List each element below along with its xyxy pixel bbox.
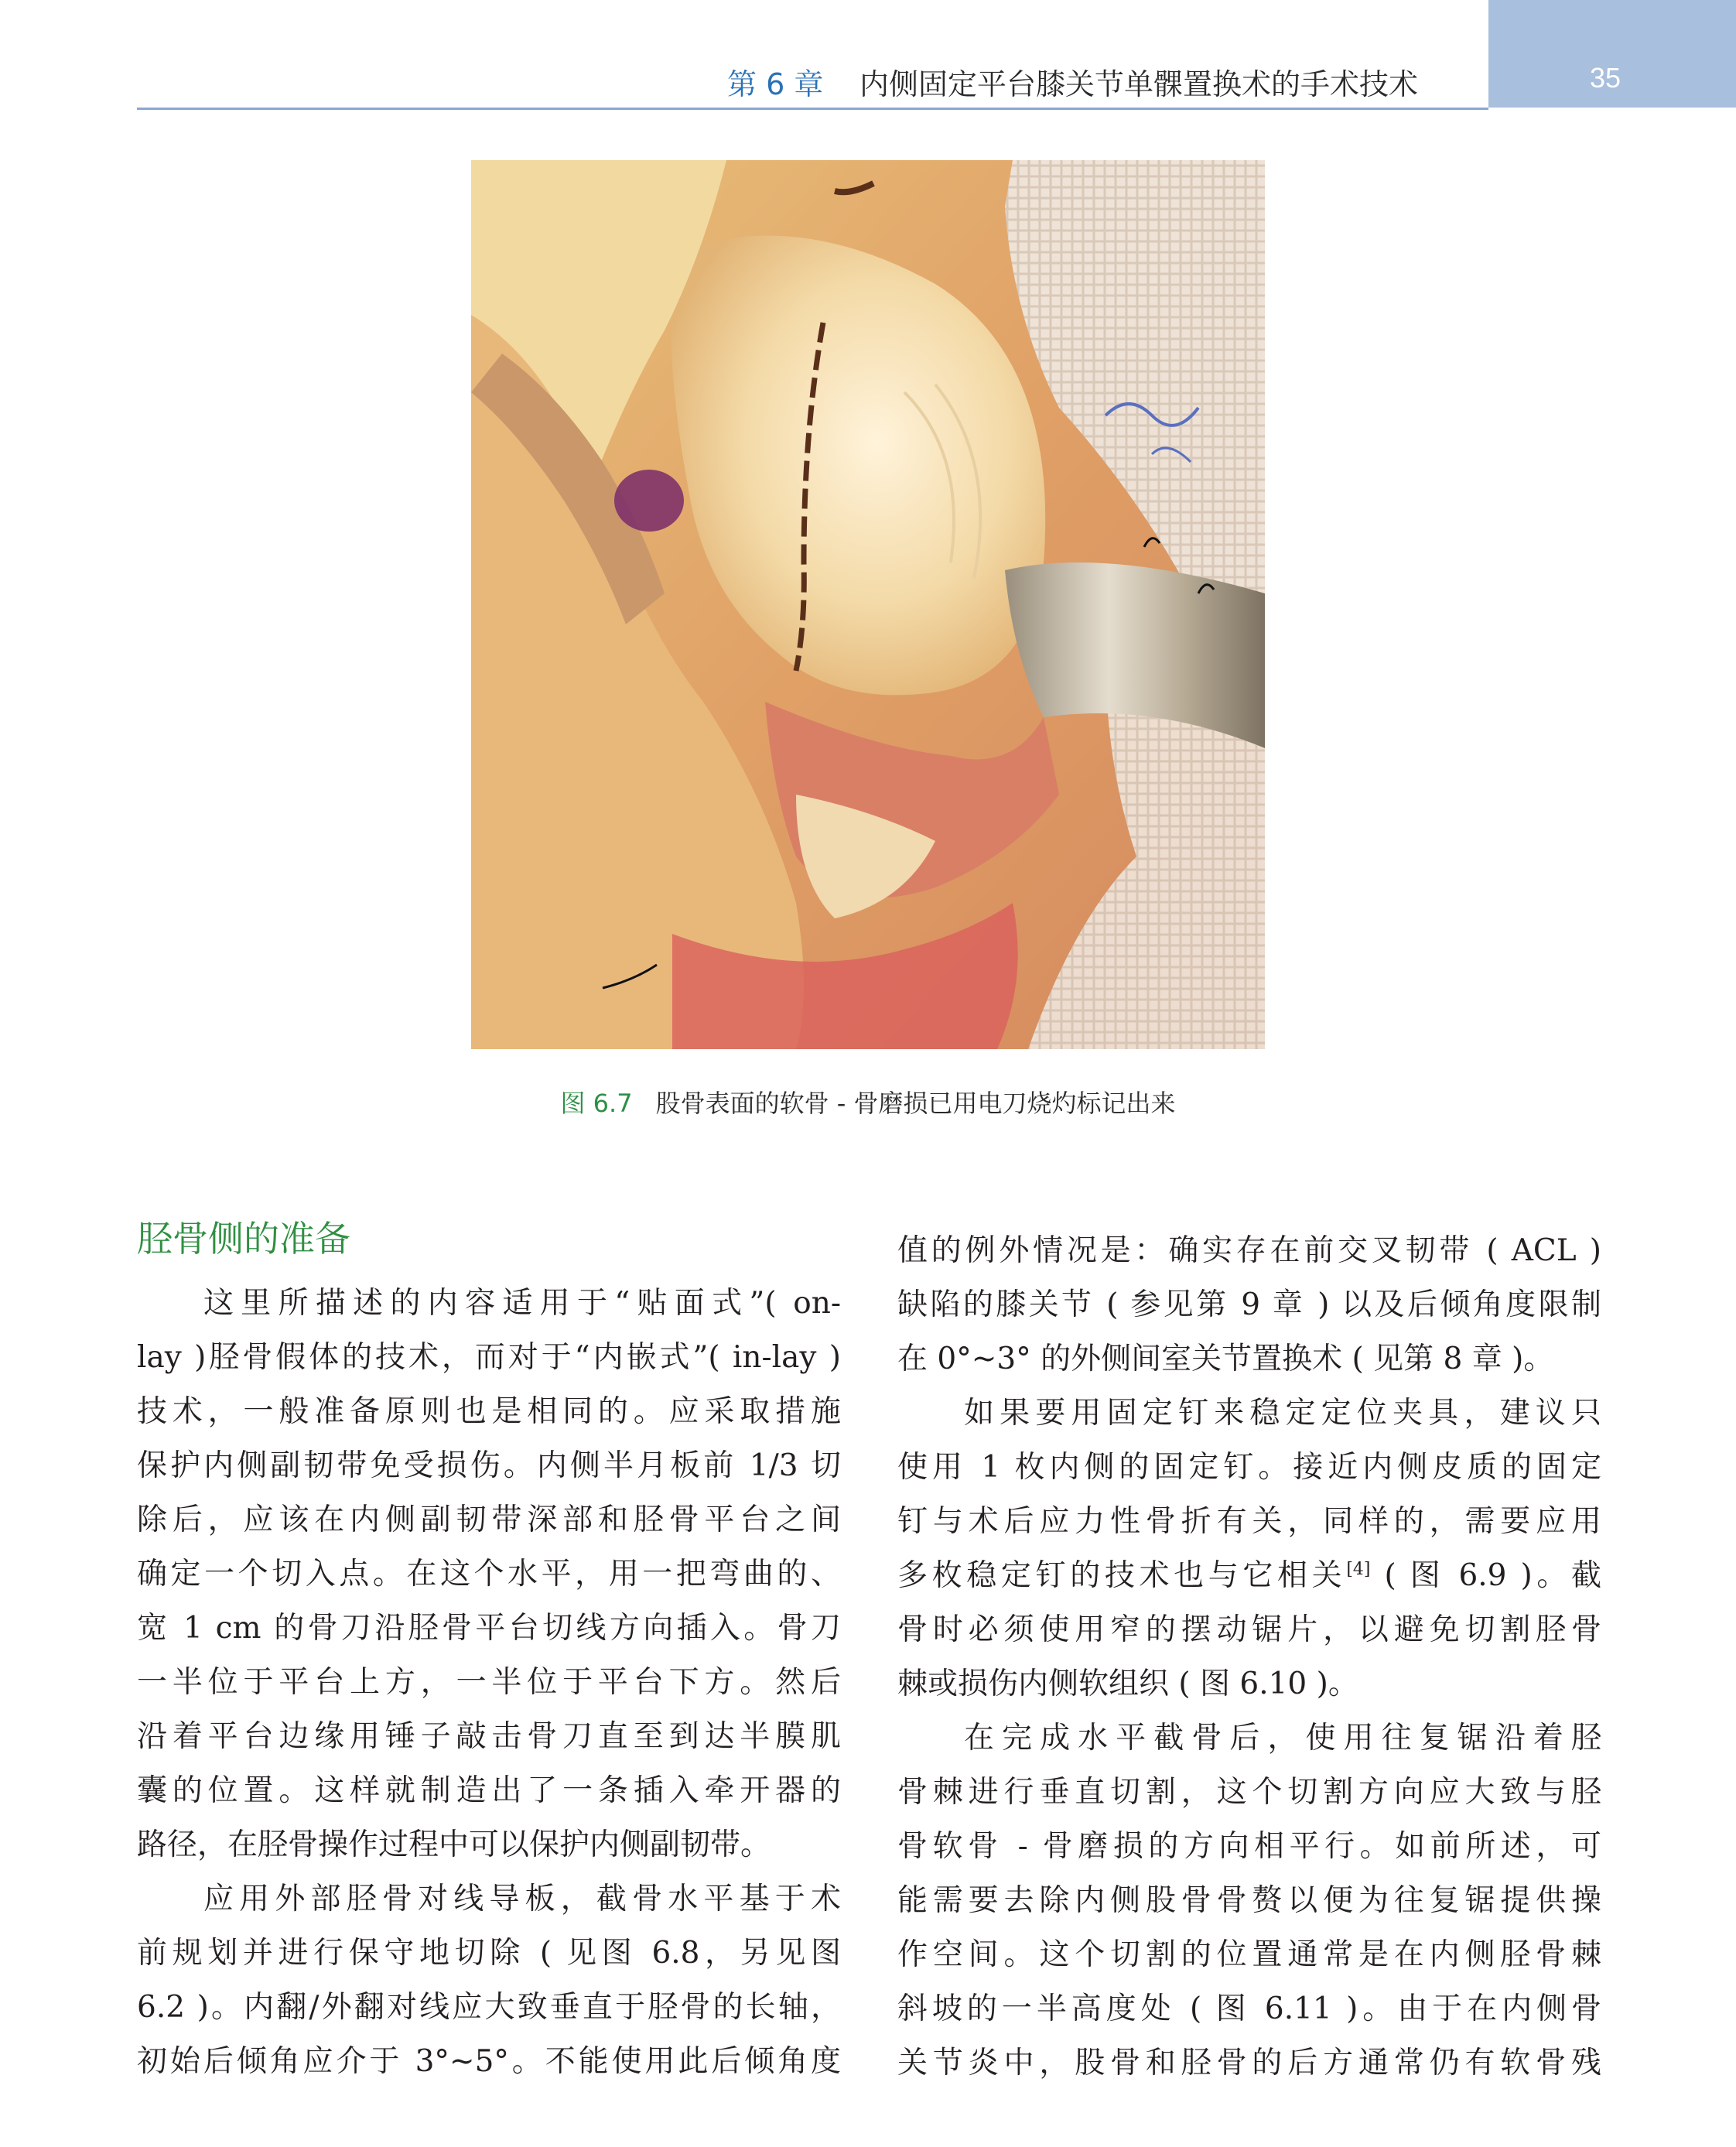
text-line [897,2036,1601,2091]
text-line [137,1926,841,1981]
text-line-content: 囊的位置。这样就制造出了一条插入牵开器的 [137,1773,841,1808]
text-line [137,1439,841,1493]
text-line-content: 路径，在胫骨操作过程中可以保护内侧副韧带。 [137,1827,771,1862]
text-line-content: 初始后倾角应介于 3°~5°。不能使用此后倾角度 [137,2044,841,2079]
header-divider [137,108,1488,110]
text-line-content: 沿着平台边缘用锤子敲击骨刀直至到达半膜肌 [137,1719,841,1754]
text-line [897,1711,1601,1766]
text-line-content: 一半位于平台上方，一半位于平台下方。然后 [137,1665,841,1700]
text-line [897,1495,1601,1549]
text-line [897,1766,1601,1820]
text-line-content: 应用外部胫骨对线导板，截骨水平基于术 [203,1882,841,1916]
text-line-content: 如果要用固定钉来稳定定位夹具，建议只 [964,1396,1601,1431]
text-line [897,1874,1601,1928]
text-line [137,1981,841,2035]
running-header-chapter: 第 6 章 [727,67,824,101]
text-line [897,1820,1601,1874]
knee-surgery-photo [471,160,1265,1049]
text-line [897,1603,1601,1657]
right-text-column [897,1224,1601,2091]
text-line-content: 棘或损伤内侧软组织 ( 图 6.10 )。 [897,1667,1358,1701]
text-line-content: 钉与术后应力性骨折有关，同样的，需要应用 [897,1504,1601,1539]
text-line-content: lay )胫骨假体的技术，而对于“内嵌式”( in-lay ) [137,1340,841,1375]
text-line-content: 值的例外情况是：确实存在前交叉韧带 ( ACL ) [897,1233,1601,1268]
text-line [897,1657,1601,1711]
text-line [897,1549,1601,1603]
page-number: 35 [1590,62,1622,94]
text-line [137,1385,841,1439]
text-line-content: 关节炎中，股骨和胫骨的后方通常仍有软骨残 [897,2046,1601,2080]
text-line [137,2035,841,2089]
text-line [897,1928,1601,1982]
text-line [137,1872,841,1926]
text-line-content: 骨棘进行垂直切割，这个切割方向应大致与胫 [897,1775,1601,1810]
text-line [137,1602,841,1656]
text-line [137,1818,841,1872]
text-line-content: 确定一个切入点。在这个水平，用一把弯曲的、 [137,1557,841,1591]
text-line-content: 斜坡的一半高度处 ( 图 6.11 )。由于在内侧骨 [897,1991,1601,2026]
text-line-content: 缺陷的膝关节 ( 参见第 9 章 ) 以及后倾角度限制 [897,1287,1601,1322]
section-heading: 胫骨侧的准备 [137,1218,350,1260]
text-line [137,1656,841,1710]
text-line-content: 骨软骨 - 骨磨损的方向相平行。如前所述，可 [897,1829,1601,1864]
running-header-title: 内侧固定平台膝关节单髁置换术的手术技术 [859,67,1419,101]
figure-number: 图 6.7 [560,1089,633,1118]
text-line-content: 在完成水平截骨后，使用往复锯沿着胫 [964,1721,1601,1756]
text-line-content: 除后，应该在内侧副韧带深部和胫骨平台之间 [137,1503,841,1537]
text-line-content: 保护内侧副韧带免受损伤。内侧半月板前 1/3 切 [137,1448,841,1483]
text-line [897,1982,1601,2036]
text-line-content: 技术，一般准备原则也是相同的。应采取措施 [137,1394,841,1429]
text-line-content: 前规划并进行保守地切除 ( 见图 6.8，另见图 [137,1936,841,1971]
text-line-content: 在 0°~3° 的外侧间室关节置换术 ( 见第 8 章 )。 [897,1342,1554,1376]
surgical-photo-figure [471,160,1265,1049]
figure-caption-text: 股骨表面的软骨 - 骨磨损已用电刀烧灼标记出来 [655,1089,1176,1118]
text-line [897,1386,1601,1441]
text-line [897,1332,1601,1386]
text-line [897,1224,1601,1278]
text-line [137,1331,841,1385]
text-line-content: 能需要去除内侧股骨骨赘以便为往复锯提供操 [897,1883,1601,1918]
text-line [137,1493,841,1547]
text-line-content: 作空间。这个切割的位置通常是在内侧胫骨棘 [897,1937,1601,1972]
text-line [137,1764,841,1818]
text-line-content: 6.2 )。内翻/外翻对线应大致垂直于胫骨的长轴， [137,1990,841,2025]
text-line-content: 使用 1 枚内侧的固定钉。接近内侧皮质的固定 [897,1450,1601,1485]
text-line [137,1277,841,1331]
text-line [137,1710,841,1764]
figure-caption [0,1084,1736,1120]
citation-reference: [4] [1346,1560,1371,1579]
text-line [137,1547,841,1602]
text-line-content: 宽 1 cm 的骨刀沿胫骨平台切线方向插入。骨刀 [137,1611,841,1646]
text-line [897,1278,1601,1332]
text-line-content: 骨时必须使用窄的摆动锯片，以避免切割胫骨 [897,1612,1601,1647]
left-text-column [137,1277,841,2089]
text-line-content: 多枚稳定钉的技术也与它相关 [897,1558,1347,1593]
text-line [897,1441,1601,1495]
text-line-content: 这里所描述的内容适用于“贴面式”( on- [203,1286,841,1321]
text-line-continuation: ( 图 6.9 )。截 [1370,1558,1601,1593]
